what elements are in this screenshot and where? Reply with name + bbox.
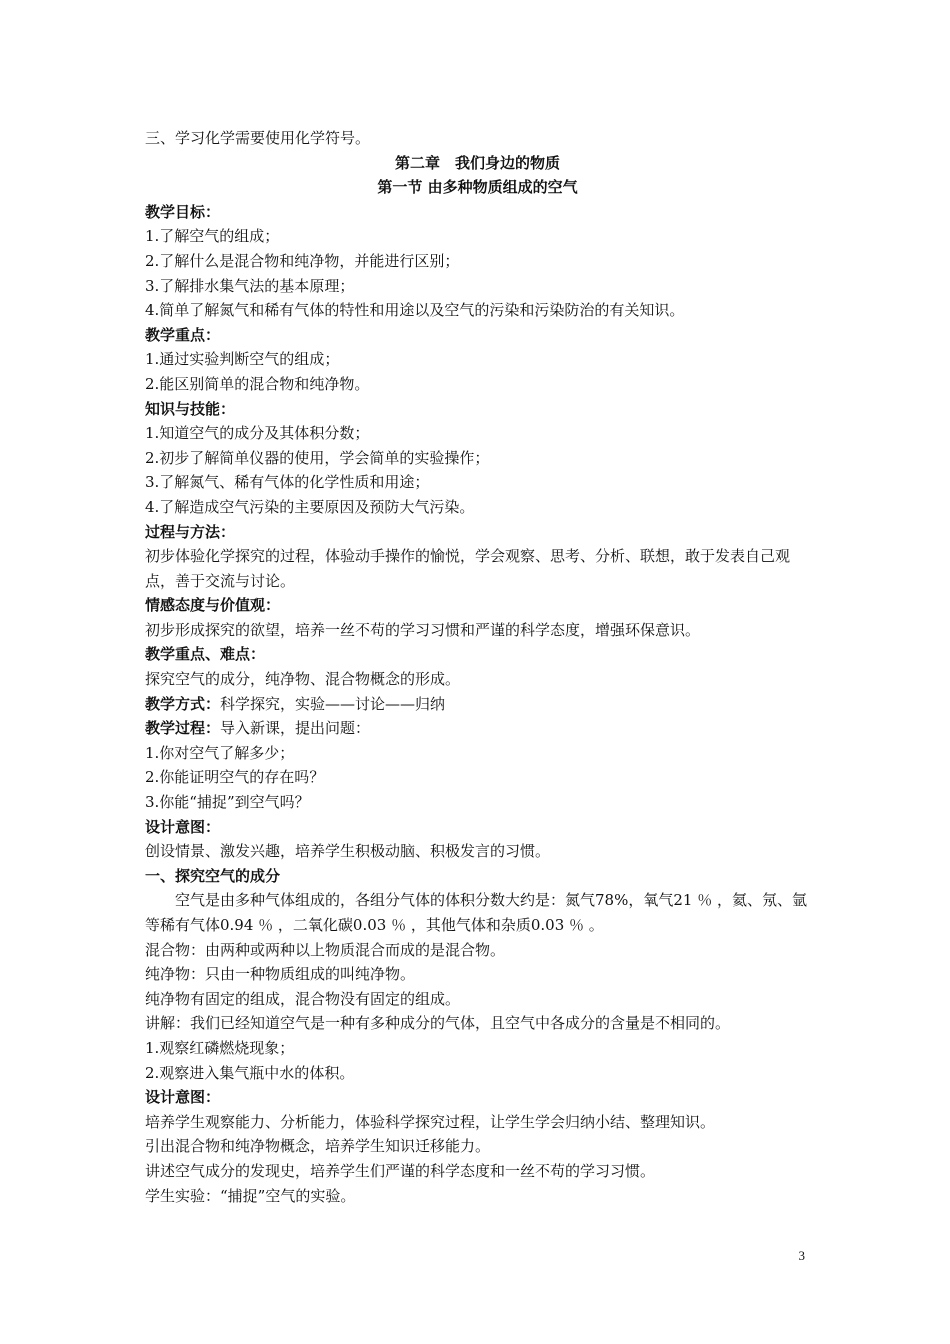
line-text: 1.观察红磷燃烧现象； — [145, 1038, 295, 1057]
line-text: 纯净物：只由一种物质组成的叫纯净物。 — [145, 965, 416, 984]
section-heading — [145, 1085, 810, 1110]
line-text: 混合物：由两种或两种以上物质混合而成的是混合物。 — [145, 940, 506, 959]
text-line — [145, 938, 810, 963]
section-heading — [145, 642, 810, 667]
line-text: 2.你能证明空气的存在吗？ — [145, 768, 325, 787]
text-line — [145, 667, 810, 692]
text-line — [145, 1061, 810, 1086]
text-line — [145, 274, 810, 299]
line-text: 学生实验：“捕捉”空气的实验。 — [145, 1186, 356, 1205]
section-heading — [145, 864, 810, 889]
text-line — [145, 347, 810, 372]
text-line — [145, 765, 810, 790]
section-title — [145, 175, 810, 200]
text-line — [145, 495, 810, 520]
line-text: 第二章 我们身边的物质 — [394, 153, 560, 172]
line-text: 2.初步了解简单仪器的使用，学会简单的实验操作； — [145, 448, 490, 467]
section-heading — [145, 716, 810, 741]
text-line — [145, 1110, 810, 1135]
line-text: 2.了解什么是混合物和纯净物，并能进行区别； — [145, 251, 460, 270]
text-line — [145, 421, 810, 446]
line-text: 知识与技能： — [145, 399, 236, 418]
line-text: 过程与方法： — [145, 522, 236, 541]
section-heading — [145, 200, 810, 225]
text-line — [145, 470, 810, 495]
text-line — [145, 1134, 810, 1159]
line-text: 创设情景、激发兴趣，培养学生积极动脑、积极发言的习惯。 — [145, 842, 551, 861]
section-heading — [145, 520, 810, 545]
line-text: 讲述空气成分的发现史，培养学生们严谨的科学态度和一丝不苟的学习习惯。 — [145, 1161, 656, 1180]
line-text: 4.了解造成空气污染的主要原因及预防大气污染。 — [145, 497, 475, 516]
line-text: 2.观察进入集气瓶中水的体积。 — [145, 1063, 355, 1082]
line-text: 教学方式： — [145, 694, 221, 713]
page-number: 3 — [798, 1248, 805, 1263]
line-text: 3.了解排水集气法的基本原理； — [145, 276, 355, 295]
text-line — [145, 962, 810, 987]
line-text: 情感态度与价值观： — [145, 596, 281, 615]
line-text-rest: 导入新课，提出问题： — [220, 719, 371, 738]
text-line — [145, 1036, 810, 1061]
line-text: 引出混合物和纯净物概念，培养学生知识迁移能力。 — [145, 1137, 491, 1156]
line-text: 3.你能“捕捉”到空气吗？ — [145, 793, 310, 812]
text-line — [145, 1011, 810, 1036]
line-text: 1.知道空气的成分及其体积分数； — [145, 424, 370, 443]
text-line — [145, 1184, 810, 1209]
line-text: 1.了解空气的组成； — [145, 227, 280, 246]
text-line — [145, 987, 810, 1012]
line-text: 教学重点、难点： — [145, 645, 266, 664]
section-heading — [145, 815, 810, 840]
line-text: 三、学习化学需要使用化学符号。 — [145, 129, 371, 147]
line-text: 探究空气的成分，纯净物、混合物概念的形成。 — [145, 670, 461, 689]
text-line — [145, 1159, 810, 1184]
text-line — [145, 446, 810, 471]
line-text: 初步形成探究的欲望，培养一丝不苟的学习习惯和严谨的科学态度，增强环保意识。 — [145, 620, 701, 639]
text-line — [145, 372, 810, 397]
section-heading — [145, 397, 810, 422]
line-text: 培养学生观察能力、分析能力，体验科学探究过程，让学生学会归纳小结、整理知识。 — [145, 1112, 716, 1131]
line-text: 空气是由多种气体组成的，各组分气体的体积分数大约是：氮气78%，氧气21 ％ ，氦、氖、氩等稀有气体0.94 ％ ，二氧化碳0.03 ％ ，其他气体和杂质0.03 ％ 。 — [145, 891, 807, 934]
line-text: 1.通过实验判断空气的组成； — [145, 350, 340, 369]
line-text: 一、探究空气的成分 — [145, 866, 281, 885]
line-text-rest: 科学探究，实验——讨论——归纳 — [220, 694, 446, 713]
section-heading — [145, 593, 810, 618]
text-line — [145, 224, 810, 249]
document-body — [145, 126, 810, 1208]
text-line — [145, 126, 810, 151]
text-line — [145, 741, 810, 766]
text-line — [145, 298, 810, 323]
paragraph — [145, 888, 810, 937]
line-text: 设计意图： — [145, 1088, 221, 1107]
text-line — [145, 839, 810, 864]
paragraph — [145, 544, 810, 593]
line-text: 初步体验化学探究的过程，体验动手操作的愉悦，学会观察、思考、分析、联想，敢于发表自己观点，善于交流与讨论。 — [145, 547, 791, 590]
line-text: 第一节 由多种物质组成的空气 — [377, 178, 578, 197]
line-text: 教学重点： — [145, 325, 221, 344]
section-title — [145, 151, 810, 176]
line-text: 教学过程： — [145, 719, 221, 738]
line-text: 设计意图： — [145, 817, 221, 836]
text-line — [145, 618, 810, 643]
line-text: 1.你对空气了解多少； — [145, 743, 295, 762]
line-text: 纯净物有固定的组成，混合物没有固定的组成。 — [145, 989, 461, 1008]
line-text: 讲解：我们已经知道空气是一种有多种成分的气体，且空气中各成分的含量是不相同的。 — [145, 1014, 731, 1033]
line-text: 4.简单了解氮气和稀有气体的特性和用途以及空气的污染和污染防治的有关知识。 — [145, 301, 685, 320]
section-heading — [145, 692, 810, 717]
line-text: 2.能区别简单的混合物和纯净物。 — [145, 374, 370, 393]
section-heading — [145, 323, 810, 348]
text-line — [145, 790, 810, 815]
line-text: 教学目标： — [145, 202, 221, 221]
line-text: 3.了解氮气、稀有气体的化学性质和用途； — [145, 473, 430, 492]
text-line — [145, 249, 810, 274]
